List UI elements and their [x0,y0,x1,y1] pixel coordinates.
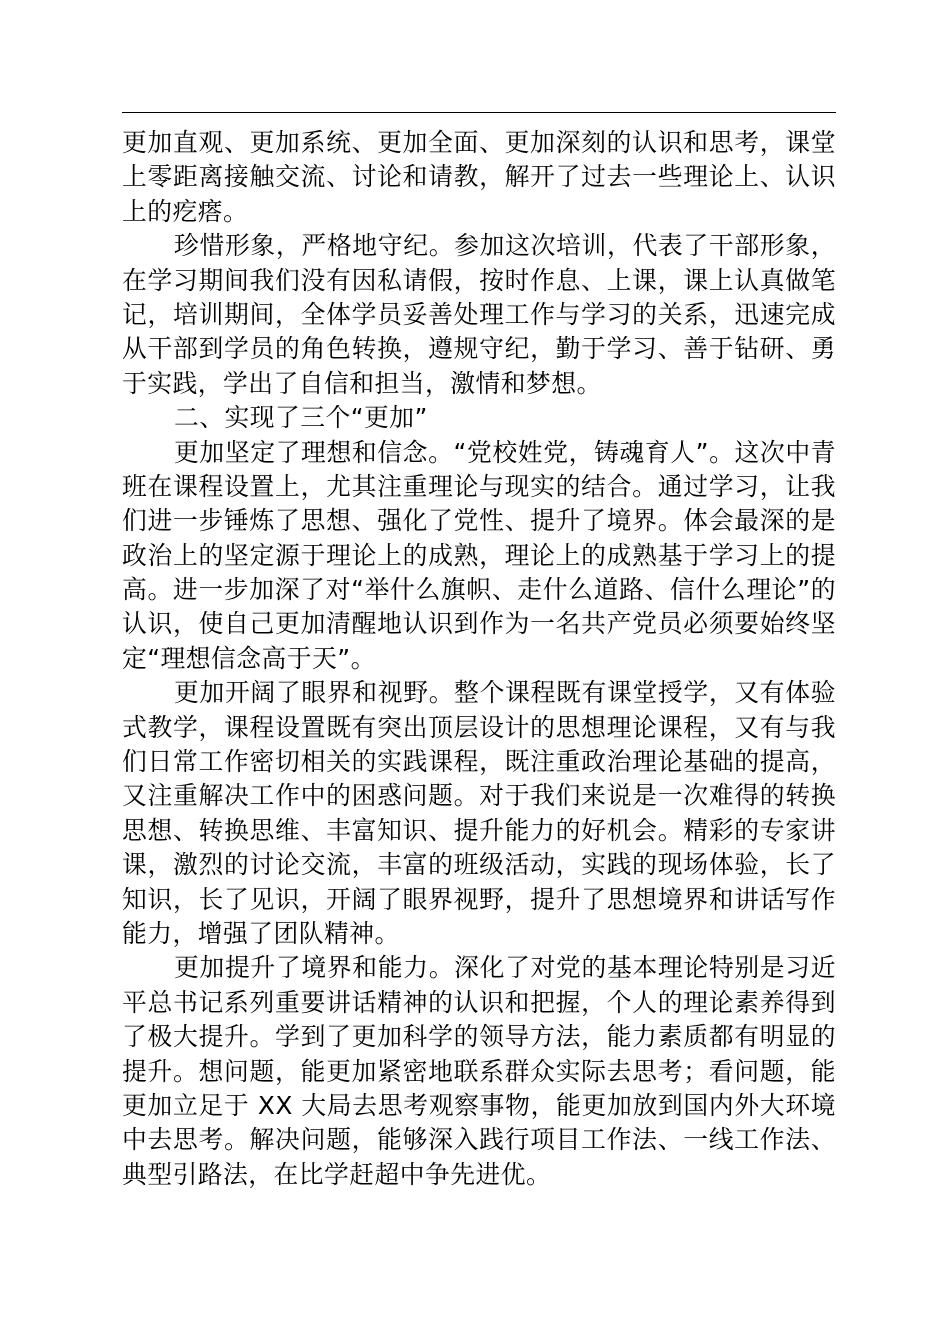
text-line: 了极大提升。学到了更加科学的领导方法，能力素质都有明显的 [122,1022,836,1052]
text-line: 班在课程设置上，尤其注重理论与现实的结合。通过学习，让我 [122,471,836,501]
text-line: 们进一步锤炼了思想、强化了党性、提升了境界。体会最深的是 [122,506,836,536]
text-line: 知识，长了见识，开阔了眼界视野，提升了思想境界和讲话写作 [122,884,836,914]
paragraph-first-line: 珍惜形象，严格地守纪。参加这次培训，代表了干部形象， [174,231,836,261]
text-line: 于实践，学出了自信和担当，激情和梦想。 [122,368,602,398]
section-heading: 二、实现了三个“更加” [174,403,428,433]
text-line: 认识，使自己更加清醒地认识到作为一名共产党员必须要始终坚 [122,609,836,639]
text-line: 典型引路法，在比学赶超中争先进优。 [122,1159,552,1189]
text-line: 更加直观、更加系统、更加全面、更加深刻的认识和思考，课堂 [122,128,836,157]
text-line: 们日常工作密切相关的实践课程，既注重政治理论基础的提高， [122,747,836,777]
text-line: 定“理想信念高于天”。 [122,643,376,673]
text-line: 平总书记系列重要讲话精神的认识和把握，个人的理论素养得到 [122,987,836,1017]
text-line: 从干部到学员的角色转换，遵规守纪，勤于学习、善于钻研、勇 [122,334,836,364]
paragraph-first-line: 更加开阔了眼界和视野。整个课程既有课堂授学，又有体验 [174,678,836,708]
paragraph-first-line: 更加坚定了理想和信念。“党校姓党，铸魂育人”。这次中青 [174,437,836,467]
text-line: 式教学，课程设置既有突出顶层设计的思想理论课程，又有与我 [122,712,836,742]
header-rule [122,112,836,113]
text-line: 高。进一步加深了对“举什么旗帜、走什么道路、信什么理论”的 [122,575,836,605]
paragraph-first-line: 更加提升了境界和能力。深化了对党的基本理论特别是习近 [174,953,836,983]
text-line: 中去思考。解决问题，能够深入践行项目工作法、一线工作法、 [122,1125,836,1155]
text-line: 上的疙瘩。 [122,196,249,226]
text-line: 课，激烈的讨论交流，丰富的班级活动，实践的现场体验，长了 [122,850,836,880]
text-line: 上零距离接触交流、讨论和请教，解开了过去一些理论上、认识 [122,162,836,192]
text-line: 思想、转换思维、丰富知识、提升能力的好机会。精彩的专家讲 [122,815,836,845]
text-line: 又注重解决工作中的困惑问题。对于我们来说是一次难得的转换 [122,781,836,811]
text-line: 提升。想问题，能更加紧密地联系群众实际去思考；看问题，能 [122,1056,836,1086]
text-line: 政治上的坚定源于理论上的成熟，理论上的成熟基于学习上的提 [122,540,836,570]
text-line: 在学习期间我们没有因私请假，按时作息、上课，课上认真做笔 [122,265,836,295]
text-line: 更加立足于 XX 大局去思考观察事物，能更加放到国内外大环境 [122,1090,836,1120]
text-line: 能力，增强了团队精神。 [122,918,400,948]
body-text [122,126,836,1192]
text-line: 记，培训期间，全体学员妥善处理工作与学习的关系，迅速完成 [122,299,836,329]
